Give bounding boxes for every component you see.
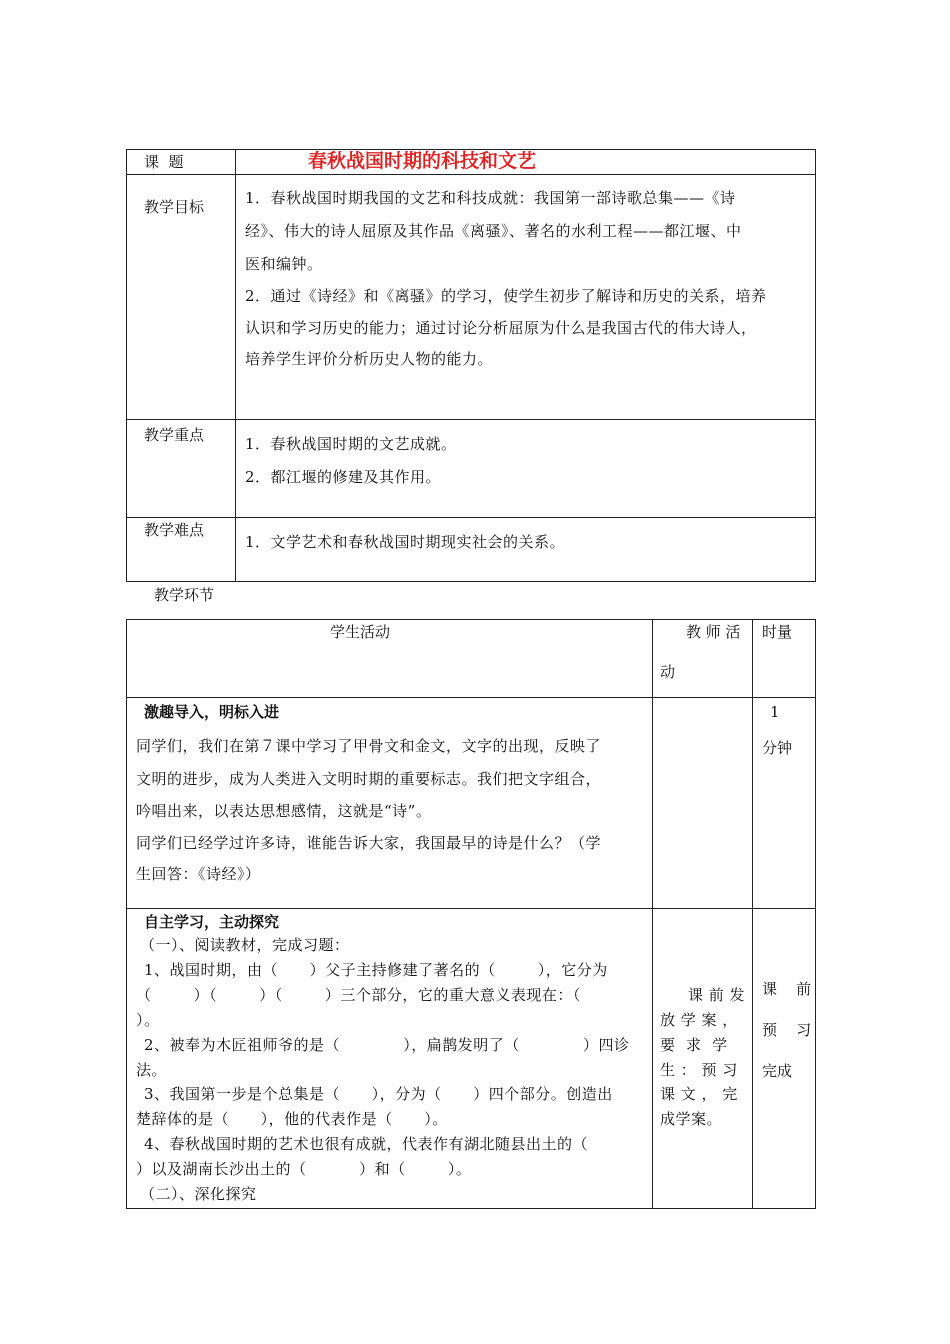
goals-line: 认识和学习历史的能力；通过讨论分析屈原为什么是我国古代的伟大诗人， <box>245 319 757 337</box>
header-time: 时量 <box>762 623 793 641</box>
course-title: 春秋战国时期的科技和文艺 <box>308 150 537 172</box>
goals-line: 医和编钟。 <box>245 255 323 273</box>
teacher-line: 成学案。 <box>660 1110 723 1128</box>
goals-line: 1．春秋战国时期我国的文艺和科技成就：我国第一部诗歌总集——《诗 <box>245 189 736 207</box>
goals-line: 经》、伟大的诗人屈原及其作品《离骚》、著名的水利工程——都江堰、中 <box>245 222 742 240</box>
exercise-line: 法。 <box>136 1061 168 1079</box>
table-divider <box>126 517 816 518</box>
exercise-line: 2、被奉为木匠祖师爷的是（ ），扁鹊发明了（ ）四诊 <box>144 1036 630 1054</box>
difficult-point-line: 1．文学艺术和春秋战国时期现实社会的关系。 <box>245 533 566 551</box>
key-point-line: 2．都江堰的修建及其作用。 <box>245 468 442 486</box>
teacher-line: 课 文 ， 完 <box>660 1085 738 1103</box>
header-teacher-activity-cont: 动 <box>660 663 676 681</box>
intro-line: 文明的进步，成为人类进入文明时期的重要标志。我们把文字组合， <box>136 770 602 788</box>
section-label: 教学环节 <box>154 586 215 604</box>
table-divider <box>126 419 816 420</box>
exercise-line: ）。 <box>136 1011 160 1029</box>
exercise-line: 4、春秋战国时期的艺术也很有成就，代表作有湖北随县出土的（ <box>144 1135 589 1153</box>
table-divider <box>126 697 816 698</box>
key-point-line: 1．春秋战国时期的文艺成就。 <box>245 435 457 453</box>
table-divider <box>126 174 816 175</box>
course-label: 课 题 <box>144 153 184 171</box>
teacher-line: 放 学 案 ， <box>660 1011 738 1029</box>
exercise-line: （一）、阅读教材，完成习题： <box>140 936 350 954</box>
exercise-line: 楚辞体的是（ ），他的代表作是（ ）。 <box>136 1110 448 1128</box>
intro-time-value: 1 <box>770 703 780 721</box>
teacher-line: 要 求 学 <box>660 1036 728 1054</box>
goals-line: 培养学生评价分析历史人物的能力。 <box>245 350 494 368</box>
table-divider <box>652 619 653 1209</box>
intro-line: 生回答：《诗经》） <box>136 865 261 883</box>
table-divider <box>752 619 753 1209</box>
teacher-line: 课 前 发 <box>688 986 746 1004</box>
exercise-line: 3、我国第一步是个总集是（ ），分为（ ）四个部分。创造出 <box>144 1085 613 1103</box>
intro-line: 同学们已经学过许多诗，谁能告诉大家，我国最早的诗是什么？（学 <box>136 834 602 852</box>
exercise-line: （二）、深化探究 <box>140 1185 257 1203</box>
intro-line: 吟唱出来，以表达思想感情，这就是“诗”。 <box>136 802 432 820</box>
exercise-line: ）以及湖南长沙出土的（ ）和（ ）。 <box>136 1160 472 1178</box>
time-line: 课 前 <box>762 980 812 998</box>
difficult-points-label: 教学难点 <box>144 521 205 539</box>
time-line: 完成 <box>762 1062 793 1080</box>
goals-label: 教学目标 <box>144 198 205 216</box>
intro-time-unit: 分钟 <box>762 739 793 757</box>
goals-line: 2．通过《诗经》和《离骚》的学习，使学生初步了解诗和历史的关系，培养 <box>245 287 767 305</box>
intro-line: 同学们，我们在第７课中学习了甲骨文和金文，文字的出现，反映了 <box>136 737 602 755</box>
exercise-line: （ ）（ ）（ ）三个部分，它的重大意义表现在：（ <box>136 986 581 1004</box>
exercise-line: 1、战国时期，由（ ）父子主持修建了著名的（ ），它分为 <box>144 961 608 979</box>
self-study-heading: 自主学习，主动探究 <box>144 913 280 931</box>
table-divider <box>126 908 816 909</box>
header-student-activity: 学生活动 <box>330 623 391 641</box>
teacher-line: 生 ： 预 习 <box>660 1061 738 1079</box>
key-points-label: 教学重点 <box>144 426 205 444</box>
header-teacher-activity: 教 师 活 <box>686 623 741 641</box>
intro-heading: 激趣导入，明标入进 <box>144 703 280 721</box>
time-line: 预 习 <box>762 1021 812 1039</box>
